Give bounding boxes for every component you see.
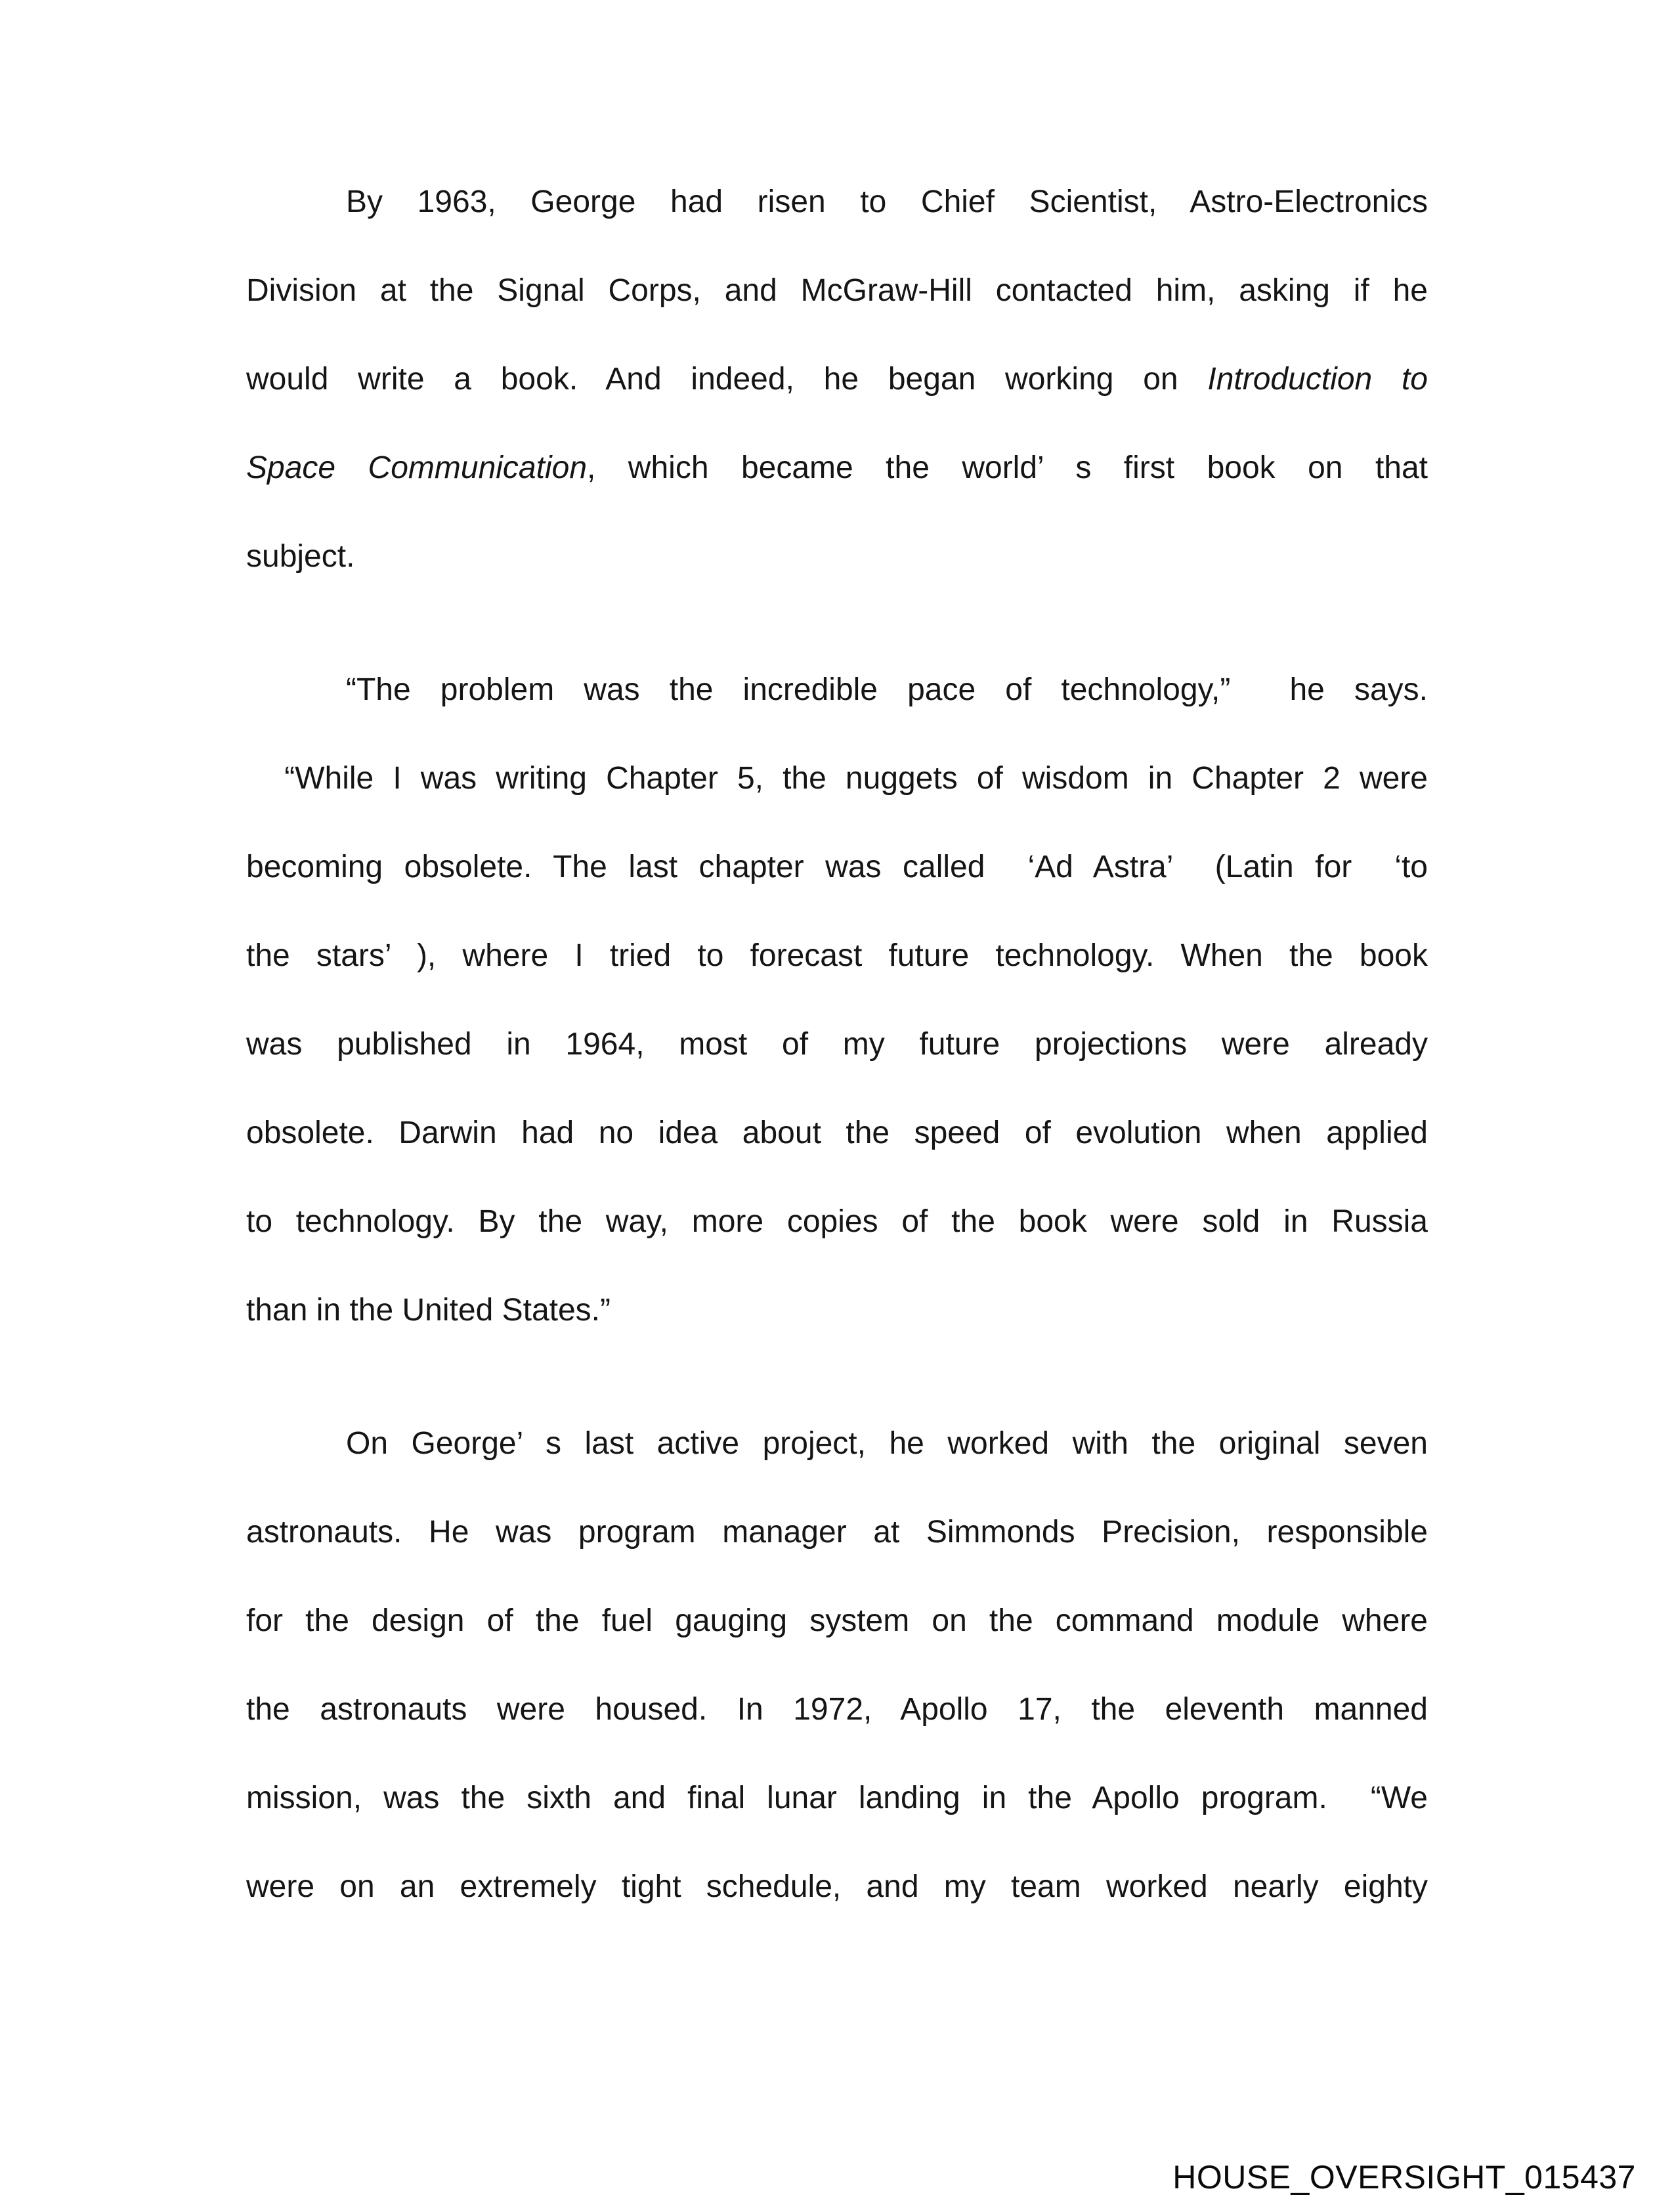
- text-segment: were on an extremely tight schedule, and my team worked nearly eighty: [246, 1869, 1428, 1904]
- italic-text-segment: Introduction to: [1207, 362, 1428, 397]
- text-line: [246, 1754, 1428, 1842]
- text-segment: the stars’ ), where I tried to forecast future technology. When the book: [246, 938, 1428, 973]
- text-line: [246, 1000, 1428, 1089]
- text-line: [246, 911, 1428, 1000]
- text-line: [246, 423, 1428, 512]
- text-segment: obsolete. Darwin had no idea about the speed of evolution when applied: [246, 1116, 1428, 1150]
- text-line: [246, 1488, 1428, 1576]
- text-line: [246, 823, 1428, 911]
- text-segment: By 1963, George had risen to Chief Scientist, Astro-Electronics: [346, 184, 1428, 219]
- text-segment: , which became the world’ s first book on that: [587, 450, 1428, 485]
- paragraph: [246, 645, 1428, 1355]
- text-segment: was published in 1964, most of my future projections were already: [246, 1027, 1428, 1062]
- italic-text-segment: Space Communication: [246, 450, 588, 485]
- text-segment: “While I was writing Chapter 5, the nuggets of wisdom in Chapter 2 were: [246, 761, 1428, 796]
- text-line: [246, 246, 1428, 335]
- text-segment: mission, was the sixth and final lunar landing in the Apollo program. “We: [246, 1781, 1428, 1815]
- text-segment: becoming obsolete. The last chapter was called ‘Ad Astra’ (Latin for ‘to: [246, 850, 1428, 884]
- bates-number: HOUSE_OVERSIGHT_015437: [1172, 2159, 1636, 2196]
- paragraph: [246, 158, 1428, 601]
- text-line: [246, 335, 1428, 423]
- text-segment: On George’ s last active project, he worked with the original seven: [346, 1426, 1428, 1461]
- text-line: [246, 1576, 1428, 1665]
- text-segment: “The problem was the incredible pace of technology,” he says.: [346, 672, 1428, 707]
- text-line: [246, 734, 1428, 823]
- text-line: [246, 1177, 1428, 1266]
- text-segment: subject.: [246, 539, 355, 574]
- text-line: [246, 512, 1428, 601]
- text-segment: Division at the Signal Corps, and McGraw-Hill contacted him, asking if he: [246, 273, 1428, 308]
- text-line: [246, 1665, 1428, 1754]
- text-segment: would write a book. And indeed, he began working on: [246, 362, 1208, 397]
- text-segment: the astronauts were housed. In 1972, Apollo 17, the eleventh manned: [246, 1692, 1428, 1727]
- text-line: [246, 1266, 1428, 1355]
- document-body: [246, 158, 1428, 1931]
- paragraph: [246, 1399, 1428, 1931]
- text-segment: to technology. By the way, more copies of the book were sold in Russia: [246, 1204, 1428, 1239]
- text-line: [246, 1842, 1428, 1931]
- text-line: [246, 1089, 1428, 1177]
- text-line: [246, 158, 1428, 246]
- text-line: [246, 1399, 1428, 1488]
- text-segment: than in the United States.”: [246, 1293, 611, 1328]
- text-segment: astronauts. He was program manager at Simmonds Precision, responsible: [246, 1515, 1428, 1550]
- text-segment: for the design of the fuel gauging system on the command module where: [246, 1603, 1428, 1638]
- text-line: [246, 645, 1428, 734]
